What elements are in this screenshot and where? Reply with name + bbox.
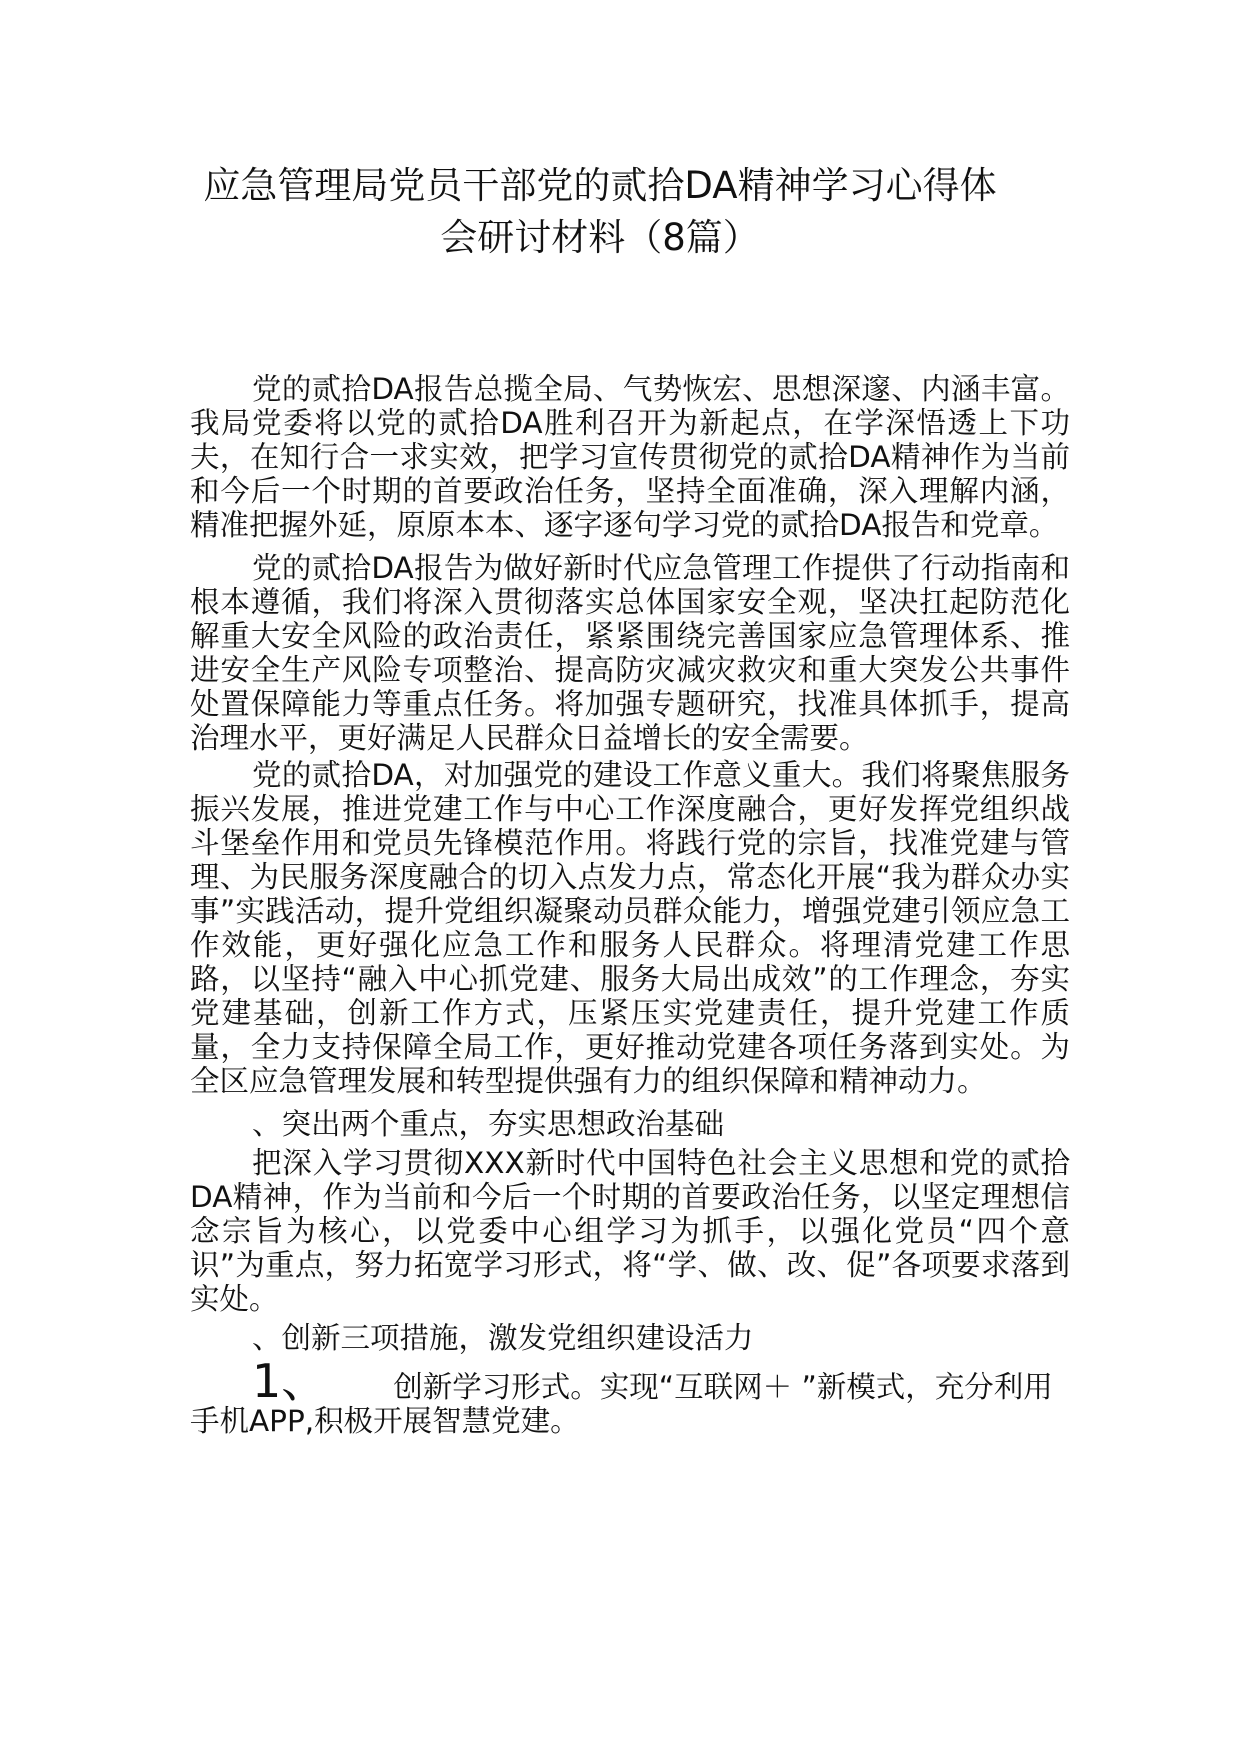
item-number: 1、	[252, 1354, 328, 1408]
title-line-2: 会研讨材料（8篇）	[440, 216, 760, 259]
document-body	[190, 372, 1070, 1438]
numbered-item-1	[190, 1354, 1070, 1438]
title-line-1: 应急管理局党员干部党的贰拾DA精神学习心得体	[203, 164, 997, 207]
section-heading-2: 、创新三项措施，激发党组织建设活力	[252, 1321, 754, 1355]
item-text: 创新学习形式。实现“互联网＋ ”新模式，充分利用手机APP,积极开展智慧党建。	[190, 1370, 1053, 1438]
paragraph-1: 党的贰拾DA报告总揽全局、气势恢宏、思想深邃、内涵丰富。我局党委将以党的贰拾DA胜利召开为新起点，在学深悟透上下功夫，在知行合一求实效，把学习宣传贯彻党的贰拾DA精神作为当前和今后一个时期的首要政治任务，坚持全面准确，深入理解内涵，精准把握外延，原原本本、逐字逐句学习党的贰拾DA报告和党章。	[190, 372, 1070, 542]
paragraph-3: 党的贰拾DA，对加强党的建设工作意义重大。我们将聚焦服务振兴发展，推进党建工作与中心工作深度融合，更好发挥党组织战斗堡垒作用和党员先锋模范作用。将践行党的宗旨，找准党建与管理、为民服务深度融合的切入点发力点，常态化开展“我为群众办实事”实践活动，提升党组织凝聚动员群众能力，增强党建引领应急工作效能，更好强化应急工作和服务人民群众。将理清党建工作思路，以坚持“融入中心抓党建、服务大局出成效”的工作理念，夯实党建基础，创新工作方式，压紧压实党建责任，提升党建工作质量，全力支持保障全局工作，更好推动党建各项任务落到实处。为全区应急管理发展和转型提供强有力的组织保障和精神动力。	[190, 758, 1070, 1098]
paragraph-2: 党的贰拾DA报告为做好新时代应急管理工作提供了行动指南和根本遵循，我们将深入贯彻落实总体国家安全观，坚决扛起防范化解重大安全风险的政治责任，紧紧围绕完善国家应急管理体系、推进安全生产风险专项整治、提高防灾减灾救灾和重大突发公共事件处置保障能力等重点任务。将加强专题研究，找准具体抓手，提高治理水平，更好满足人民群众日益增长的安全需要。	[190, 551, 1070, 755]
document-title	[150, 160, 1050, 264]
paragraph-4: 把深入学习贯彻XXX新时代中国特色社会主义思想和党的贰拾DA精神，作为当前和今后一个时期的首要政治任务，以坚定理想信念宗旨为核心，以党委中心组学习为抓手，以强化党员“四个意识”为重点，努力拓宽学习形式，将“学、做、改、促”各项要求落到实处。	[190, 1146, 1070, 1316]
section-heading-1: 、突出两个重点，夯实思想政治基础	[252, 1107, 725, 1141]
